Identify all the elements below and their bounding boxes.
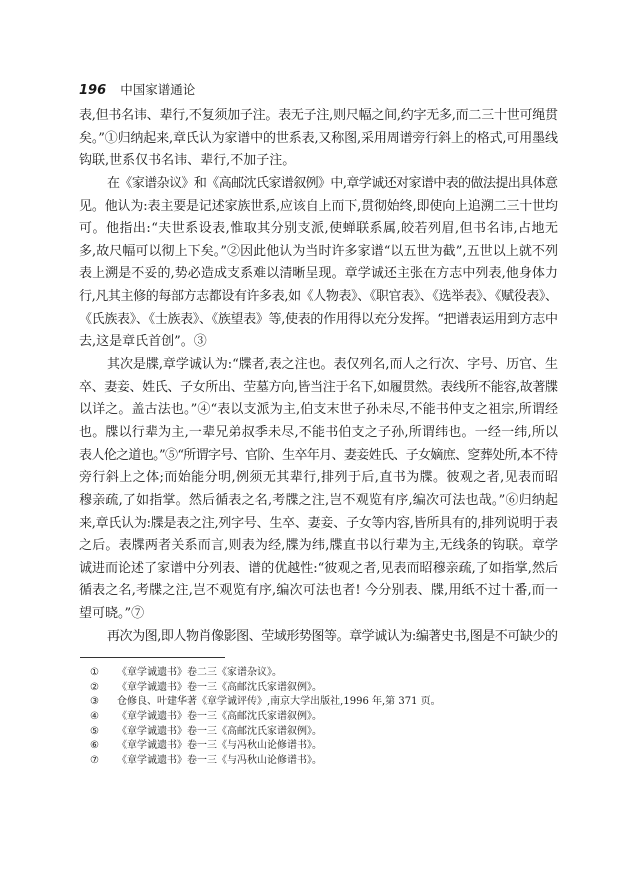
footnote-mark: ⑥ [90,740,99,752]
body-line: 去,这是章氏首创”。③ [79,334,207,350]
body-line: 在《家谱杂议》和《高邮沈氏家谱叙例》中,章学诚还对家谱中表的做法提出具体意 [107,175,558,191]
footnote-text: 《章学诚遗书》卷二三《家谱杂议》。 [117,667,282,678]
footnote-text: 《章学诚遗书》卷一三《高邮沈氏家谱叙例》。 [117,711,322,723]
body-paragraph [79,626,558,649]
body-paragraph [79,354,558,626]
footnote [90,666,550,681]
body-line: 来,章氏认为:牒是表之注,列字号、生卒、妻妾、子女等内容,皆所具有的,排列说明于表 [79,515,558,531]
body-line: 《氏族表》、《士族表》、《族望表》等,使表的作用得以充分发挥。“把谱表运用到方志中 [79,311,558,327]
footnote-mark: ② [90,681,99,693]
body-line: 行,凡其主修的每部方志都设有许多表,如《人物表》、《职官表》、《选举表》、《赋役表》、 [79,289,558,305]
body-paragraph [79,173,558,354]
body-line: 可。他指出:“夫世系设表,惟取其分别支派,使蝉联系属,皎若列眉,但书名讳,占地无 [79,221,559,237]
footnote-text: 《章学诚遗书》卷一三《与冯秋山论修谱书》。 [117,755,322,767]
body-line: 诚进而论述了家谱中分列表、谱的优越性:“彼观之者,见表而昭穆亲疏,了如指掌,然后 [79,560,558,576]
footnote-mark: ① [90,667,99,678]
body-line: 钩联,世系仅书名讳、辈行,不加子注。 [79,153,296,169]
footnote [90,695,550,710]
footnote-text: 《章学诚遗书》卷一三《高邮沈氏家谱叙例》。 [117,725,322,737]
body-line: 再次为图,即人物肖像影图、茔域形势图等。章学诚认为:编著史书,图是不可缺少的 [107,628,558,644]
footnote-mark: ④ [90,711,99,723]
body-line: 之后。表牒两者关系而言,则表为经,牒为纬,牒直书以行辈为主,无线条的钩联。章学 [79,538,559,554]
footnote [90,725,550,740]
body-line: 卒、妻妾、姓氏、子女所出、茔墓方向,皆当注于名下,如履贯然。表线所不能容,故著牒 [79,379,558,395]
body-line: 矣。”①归纳起来,章氏认为家谱中的世系表,又称图,采用周谱旁行斜上的格式,可用墨线 [79,130,558,146]
body-line: 表,但书名讳、辈行,不复须加子注。表无子注,则尺幅之间,约字无多,而二三十世可绳贯 [79,108,558,123]
body-text [79,105,558,648]
footnote-mark: ⑤ [90,725,99,737]
footnotes [90,666,550,769]
footnote [90,710,550,725]
footnote-text: 《章学诚遗书》卷一三《高邮沈氏家谱叙例》。 [117,681,322,693]
body-line: 见。他认为:表主要是记述家族世系,应该自上而下,贯彻始终,即使向上追溯二三十世均 [79,198,558,214]
body-line: 循表之名,考牒之注,岂不观览有序,编次可法也者! 今分别表、牒,用纸不过十番,而一 [79,583,559,599]
page-number: 196 [79,83,107,98]
footnote-text: 仓修良、叶建华著《章学诚评传》,南京大学出版社,1996 年,第 371 页。 [117,696,441,708]
footnote-rule [80,657,225,658]
body-line: 表人伦之道也。”⑤“所谓字号、官阶、生卒年月、妻妾姓氏、子女嫡庶、窆葬处所,本不待 [79,447,558,463]
body-line: 旁行斜上之体;而始能分明,例须无其辈行,排列于后,直书为牒。彼观之者,见表而昭 [79,470,559,486]
running-header [79,80,195,97]
body-line: 穆亲疏,了如指掌。然后循表之名,考牒之注,岂不观览有序,编次可法也哉。”⑥归纳起 [79,492,559,508]
body-line: 多,故尺幅可以彻上下矣。”②因此他认为当时许多家谱“以五世为截”,五世以上就不列 [79,243,559,259]
body-line: 其次是牒,章学诚认为:“牒者,表之注也。表仅列名,而人之行次、字号、历官、生 [107,357,558,373]
footnote-text: 《章学诚遗书》卷一三《与冯秋山论修谱书》。 [117,740,322,752]
footnote-mark: ⑦ [90,755,99,767]
footnote [90,754,550,769]
book-title: 中国家谱通论 [120,82,196,97]
body-line: 以详之。盖古法也。”④“表以支派为主,伯支末世子孙未尽,不能书仲支之祖宗,所谓经 [79,402,559,418]
body-line: 望可晓。”⑦ [79,606,145,622]
body-line: 也。牒以行辈为主,一辈兄弟叔季未尽,不能书伯支之子孙,所谓纬也。一经一纬,所以 [79,424,559,440]
footnote [90,681,550,696]
body-line: 表上溯是不妥的,势必造成支系难以清晰呈现。章学诚还主张在方志中列表,他身体力 [79,266,559,282]
footnote-mark: ③ [90,696,99,708]
body-paragraph [79,105,558,173]
footnote [90,739,550,754]
